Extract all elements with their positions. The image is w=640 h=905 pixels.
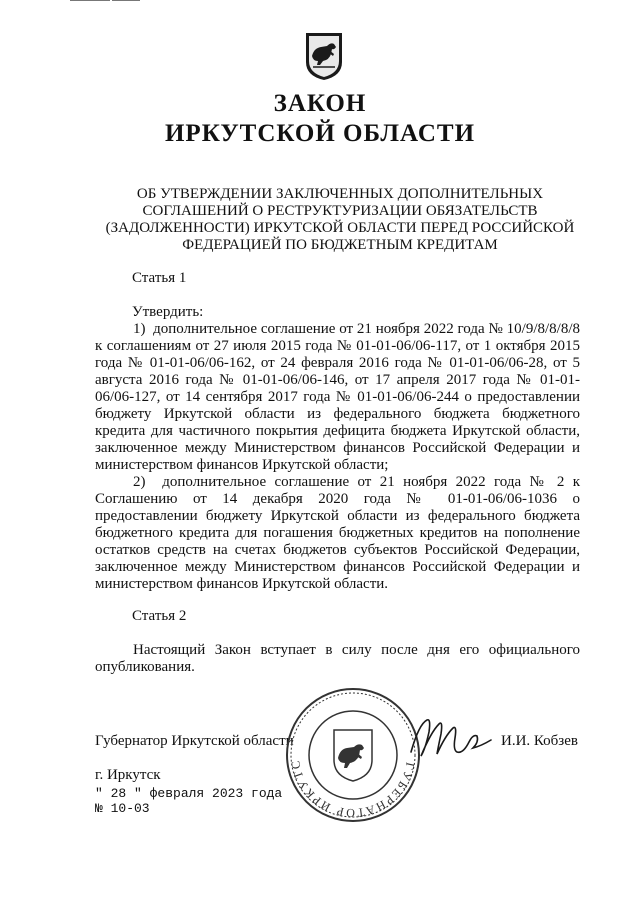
handwritten-signature: [405, 712, 495, 764]
article-1-heading: Статья 1: [132, 270, 187, 286]
official-seal-icon: [284, 686, 422, 824]
date-line: " 28 " февраля 2023 года: [95, 786, 283, 801]
article-2-heading: Статья 2: [132, 608, 187, 624]
article-1-intro: Утвердить:: [132, 304, 204, 320]
region-title: ИРКУТСКОЙ ОБЛАСТИ: [164, 120, 476, 147]
signatory-name: И.И. Кобзев: [501, 733, 578, 749]
law-number: № 10-03: [95, 801, 150, 816]
article-1-item-1: 1) дополнительное соглашение от 21 ноября 2022 года № 10/9/8/8/8/8 к соглашениям от 27 июля 2015 года № 01-01-06/06-117, от 1 октября 2015 года № 01-01-06/06-162, от 24 февраля 2016 года № 01-01-06/06-28, от 5 августа 2016 года № 01-01-06/06-146, от 17 апреля 2017 года № 01-01-06/06-127, от 14 сентября 2017 года № 01-01-06/06-244 о предоставлении бюджету Иркутской области из федерального бюджета бюджетного кредита для частичного покрытия дефицита бюджета Иркутской области, заключенное между Министерством финансов Российской Федерации и министерством финансов Иркутской области;: [95, 321, 580, 473]
scan-mark: [112, 0, 140, 1]
law-subject: ОБ УТВЕРЖДЕНИИ ЗАКЛЮЧЕННЫХ ДОПОЛНИТЕЛЬНЫХ СОГЛАШЕНИЙ О РЕСТРУКТУРИЗАЦИИ ОБЯЗАТЕЛЬСТВ (ЗАДОЛЖЕННОСТИ) ИРКУТСКОЙ ОБЛАСТИ ПЕРЕД РОССИЙСКОЙ ФЕДЕРАЦИЕЙ ПО БЮДЖЕТНЫМ КРЕДИТАМ: [105, 186, 575, 253]
seal-text: ГУБЕРНАТОР ИРКУТС: [288, 757, 418, 821]
coat-of-arms-icon: [303, 30, 345, 82]
article-1-item-2: 2) дополнительное соглашение от 21 ноября 2022 года № 2 к Соглашению от 14 декабря 2020 года № 01-01-06/06-1036 о предоставлении бюджету Иркутской области из федерального бюджета бюджетного кредита для погашения бюджетных кредитов на пополнение остатков средств на счетах бюджетов субъектов Российской Федерации, заключенное между Министерством финансов Российской Федерации и министерством финансов Иркутской области.: [95, 474, 580, 592]
scan-mark: [70, 0, 110, 1]
law-title: ЗАКОН: [273, 90, 367, 117]
signatory-position: Губернатор Иркутской области: [95, 733, 294, 749]
place-of-signing: г. Иркутск: [95, 767, 161, 783]
article-2-text: Настоящий Закон вступает в силу после дня его официального опубликования.: [95, 642, 580, 675]
